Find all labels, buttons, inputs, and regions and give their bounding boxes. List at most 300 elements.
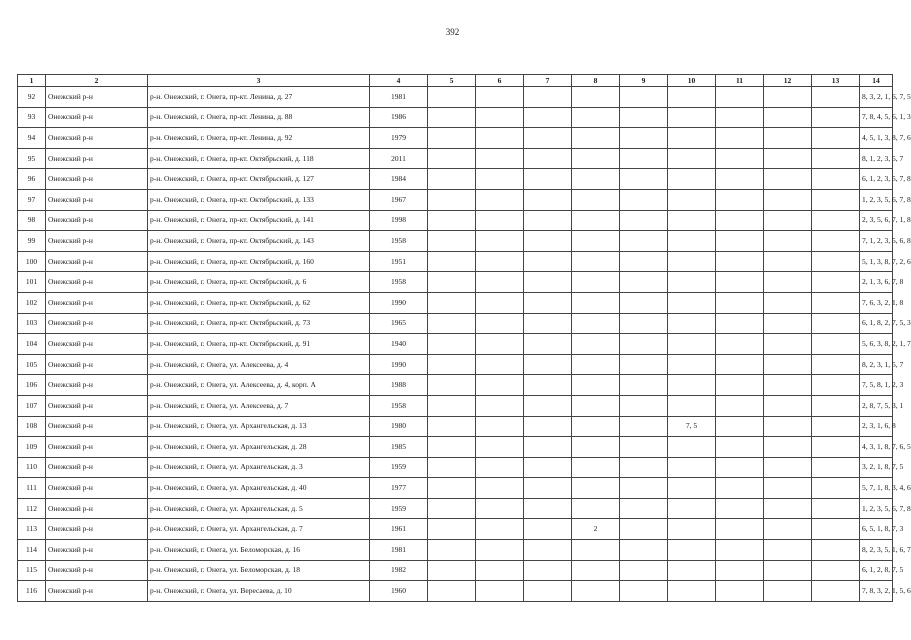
col-13-cell	[812, 128, 860, 149]
col-11-cell	[716, 231, 764, 252]
col-13-cell	[812, 581, 860, 602]
address-cell: р-н. Онежский, г. Онега, пр-кт. Октябрьский, д. 143	[148, 231, 370, 252]
district-cell: Онежский р-н	[46, 231, 148, 252]
col-14-list-cell: 8, 2, 3, 5, 1, 6, 7	[860, 540, 893, 561]
col-7-cell	[524, 457, 572, 478]
col-7-cell	[524, 395, 572, 416]
col-8-cell: 2	[572, 519, 620, 540]
column-header-8: 8	[572, 75, 620, 87]
col-7-cell	[524, 560, 572, 581]
build-year-cell: 1977	[370, 478, 428, 499]
col-7-cell	[524, 210, 572, 231]
col-10-cell	[668, 189, 716, 210]
col-5-cell	[428, 87, 476, 108]
col-11-cell	[716, 169, 764, 190]
col-11-cell	[716, 128, 764, 149]
row-number-cell: 113	[18, 519, 46, 540]
col-14-list-cell: 4, 3, 1, 8, 7, 6, 5	[860, 437, 893, 458]
col-13-cell	[812, 354, 860, 375]
col-11-cell	[716, 437, 764, 458]
address-cell: р-н. Онежский, г. Онега, ул. Вересаева, д. 10	[148, 581, 370, 602]
col-9-cell	[620, 148, 668, 169]
col-11-cell	[716, 272, 764, 293]
table-row	[18, 334, 893, 355]
col-9-cell	[620, 354, 668, 375]
col-8-cell	[572, 107, 620, 128]
address-cell: р-н. Онежский, г. Онега, пр-кт. Ленина, д. 27	[148, 87, 370, 108]
row-number-cell: 109	[18, 437, 46, 458]
col-10-cell	[668, 540, 716, 561]
address-cell: р-н. Онежский, г. Онега, пр-кт. Ленина, д. 92	[148, 128, 370, 149]
build-year-cell: 1985	[370, 437, 428, 458]
table-row	[18, 354, 893, 375]
col-9-cell	[620, 375, 668, 396]
row-number-cell: 110	[18, 457, 46, 478]
col-13-cell	[812, 498, 860, 519]
district-cell: Онежский р-н	[46, 581, 148, 602]
col-14-list-cell: 6, 1, 2, 8, 7, 5	[860, 560, 893, 581]
col-8-cell	[572, 128, 620, 149]
build-year-cell: 1961	[370, 519, 428, 540]
col-6-cell	[476, 107, 524, 128]
district-cell: Онежский р-н	[46, 437, 148, 458]
col-7-cell	[524, 251, 572, 272]
row-number-cell: 116	[18, 581, 46, 602]
district-cell: Онежский р-н	[46, 498, 148, 519]
col-13-cell	[812, 210, 860, 231]
col-14-list-cell: 3, 2, 1, 8, 7, 5	[860, 457, 893, 478]
build-year-cell: 1965	[370, 313, 428, 334]
col-11-cell	[716, 560, 764, 581]
col-14-list-cell: 5, 1, 3, 8, 7, 2, 6	[860, 251, 893, 272]
col-7-cell	[524, 313, 572, 334]
col-10-cell	[668, 210, 716, 231]
col-8-cell	[572, 313, 620, 334]
col-7-cell	[524, 375, 572, 396]
district-cell: Онежский р-н	[46, 128, 148, 149]
col-11-cell	[716, 581, 764, 602]
col-10-cell	[668, 128, 716, 149]
table-row	[18, 272, 893, 293]
col-8-cell	[572, 251, 620, 272]
col-8-cell	[572, 560, 620, 581]
row-number-cell: 105	[18, 354, 46, 375]
col-5-cell	[428, 416, 476, 437]
col-11-cell	[716, 334, 764, 355]
col-7-cell	[524, 292, 572, 313]
row-number-cell: 106	[18, 375, 46, 396]
build-year-cell: 2011	[370, 148, 428, 169]
col-7-cell	[524, 478, 572, 499]
page-number: 392	[445, 27, 460, 37]
column-header-4: 4	[370, 75, 428, 87]
table-row	[18, 416, 893, 437]
build-year-cell: 1986	[370, 107, 428, 128]
district-cell: Онежский р-н	[46, 519, 148, 540]
col-6-cell	[476, 498, 524, 519]
table-row	[18, 128, 893, 149]
col-11-cell	[716, 148, 764, 169]
table-row	[18, 560, 893, 581]
table-row	[18, 231, 893, 252]
header-row	[18, 75, 893, 87]
col-9-cell	[620, 437, 668, 458]
col-5-cell	[428, 498, 476, 519]
col-11-cell	[716, 540, 764, 561]
col-11-cell	[716, 498, 764, 519]
address-cell: р-н. Онежский, г. Онега, пр-кт. Октябрьский, д. 127	[148, 169, 370, 190]
col-7-cell	[524, 189, 572, 210]
col-7-cell	[524, 498, 572, 519]
district-cell: Онежский р-н	[46, 416, 148, 437]
col-7-cell	[524, 148, 572, 169]
col-8-cell	[572, 148, 620, 169]
col-12-cell	[764, 519, 812, 540]
col-13-cell	[812, 107, 860, 128]
col-10-cell	[668, 395, 716, 416]
address-cell: р-н. Онежский, г. Онега, пр-кт. Октябрьский, д. 118	[148, 148, 370, 169]
col-6-cell	[476, 375, 524, 396]
row-number-cell: 112	[18, 498, 46, 519]
col-10-cell	[668, 519, 716, 540]
address-cell: р-н. Онежский, г. Онега, пр-кт. Октябрьский, д. 141	[148, 210, 370, 231]
col-12-cell	[764, 498, 812, 519]
table-row	[18, 498, 893, 519]
build-year-cell: 1988	[370, 375, 428, 396]
column-header-13: 13	[812, 75, 860, 87]
address-cell: р-н. Онежский, г. Онега, пр-кт. Октябрьский, д. 160	[148, 251, 370, 272]
build-year-cell: 1990	[370, 292, 428, 313]
col-8-cell	[572, 272, 620, 293]
address-cell: р-н. Онежский, г. Онега, ул. Беломорская, д. 18	[148, 560, 370, 581]
col-8-cell	[572, 169, 620, 190]
col-6-cell	[476, 169, 524, 190]
col-6-cell	[476, 478, 524, 499]
build-year-cell: 1981	[370, 540, 428, 561]
col-13-cell	[812, 416, 860, 437]
table-body	[18, 87, 911, 602]
col-5-cell	[428, 210, 476, 231]
col-5-cell	[428, 540, 476, 561]
table-row	[18, 395, 893, 416]
col-11-cell	[716, 457, 764, 478]
col-11-cell	[716, 292, 764, 313]
table-row	[18, 478, 893, 499]
col-6-cell	[476, 395, 524, 416]
col-14-list-cell: 7, 1, 2, 3, 5, 6, 8	[860, 231, 893, 252]
col-7-cell	[524, 128, 572, 149]
col-12-cell	[764, 292, 812, 313]
build-year-cell: 1958	[370, 272, 428, 293]
col-6-cell	[476, 292, 524, 313]
col-10-cell	[668, 375, 716, 396]
col-10-cell	[668, 498, 716, 519]
col-5-cell	[428, 560, 476, 581]
row-number-cell: 94	[18, 128, 46, 149]
col-5-cell	[428, 395, 476, 416]
col-8-cell	[572, 498, 620, 519]
col-14-list-cell: 8, 2, 3, 1, 5, 7	[860, 354, 893, 375]
row-number-cell: 99	[18, 231, 46, 252]
district-cell: Онежский р-н	[46, 354, 148, 375]
col-11-cell	[716, 189, 764, 210]
row-number-cell: 111	[18, 478, 46, 499]
col-9-cell	[620, 334, 668, 355]
address-cell: р-н. Онежский, г. Онега, пр-кт. Октябрьский, д. 62	[148, 292, 370, 313]
district-cell: Онежский р-н	[46, 189, 148, 210]
col-12-cell	[764, 313, 812, 334]
column-header-5: 5	[428, 75, 476, 87]
col-10-cell	[668, 87, 716, 108]
col-7-cell	[524, 519, 572, 540]
address-cell: р-н. Онежский, г. Онега, пр-кт. Октябрьский, д. 6	[148, 272, 370, 293]
col-13-cell	[812, 313, 860, 334]
col-12-cell	[764, 478, 812, 499]
col-14-list-cell: 8, 1, 2, 3, 5, 7	[860, 148, 893, 169]
col-14-list-cell: 4, 5, 1, 3, 8, 7, 6	[860, 128, 893, 149]
col-9-cell	[620, 292, 668, 313]
table-row	[18, 169, 893, 190]
row-number-cell: 115	[18, 560, 46, 581]
build-year-cell: 1960	[370, 581, 428, 602]
address-cell: р-н. Онежский, г. Онега, ул. Архангельская, д. 7	[148, 519, 370, 540]
build-year-cell: 1984	[370, 169, 428, 190]
col-12-cell	[764, 189, 812, 210]
col-12-cell	[764, 87, 812, 108]
district-cell: Онежский р-н	[46, 107, 148, 128]
build-year-cell: 1980	[370, 416, 428, 437]
col-6-cell	[476, 334, 524, 355]
column-header-14: 14	[860, 75, 893, 87]
row-number-cell: 102	[18, 292, 46, 313]
col-10-cell	[668, 457, 716, 478]
table-row	[18, 292, 893, 313]
col-7-cell	[524, 354, 572, 375]
col-8-cell	[572, 437, 620, 458]
col-11-cell	[716, 519, 764, 540]
col-5-cell	[428, 148, 476, 169]
col-11-cell	[716, 478, 764, 499]
table-row	[18, 210, 893, 231]
row-number-cell: 98	[18, 210, 46, 231]
col-6-cell	[476, 457, 524, 478]
col-6-cell	[476, 313, 524, 334]
col-14-list-cell: 8, 3, 2, 1, 6, 7, 5	[860, 87, 893, 108]
build-year-cell: 1940	[370, 334, 428, 355]
col-14-list-cell: 2, 8, 7, 5, 3, 1	[860, 395, 893, 416]
address-cell: р-н. Онежский, г. Онега, ул. Архангельская, д. 13	[148, 416, 370, 437]
build-year-cell: 1951	[370, 251, 428, 272]
col-6-cell	[476, 437, 524, 458]
address-cell: р-н. Онежский, г. Онега, пр-кт. Октябрьский, д. 73	[148, 313, 370, 334]
col-14-list-cell: 2, 3, 5, 6, 7, 1, 8	[860, 210, 893, 231]
district-cell: Онежский р-н	[46, 560, 148, 581]
col-8-cell	[572, 375, 620, 396]
build-year-cell: 1959	[370, 457, 428, 478]
col-12-cell	[764, 334, 812, 355]
col-10-cell: 7, 5	[668, 416, 716, 437]
col-9-cell	[620, 498, 668, 519]
col-8-cell	[572, 416, 620, 437]
col-5-cell	[428, 478, 476, 499]
table-row	[18, 87, 893, 108]
col-9-cell	[620, 416, 668, 437]
col-9-cell	[620, 581, 668, 602]
col-13-cell	[812, 189, 860, 210]
table-row	[18, 189, 893, 210]
col-10-cell	[668, 107, 716, 128]
column-header-3: 3	[148, 75, 370, 87]
col-14-list-cell: 7, 8, 3, 2, 1, 5, 6	[860, 581, 893, 602]
col-9-cell	[620, 87, 668, 108]
col-13-cell	[812, 478, 860, 499]
col-13-cell	[812, 272, 860, 293]
row-number-cell: 95	[18, 148, 46, 169]
table-row	[18, 540, 893, 561]
address-cell: р-н. Онежский, г. Онега, ул. Архангельская, д. 28	[148, 437, 370, 458]
table-row	[18, 519, 893, 540]
col-5-cell	[428, 437, 476, 458]
col-11-cell	[716, 87, 764, 108]
col-7-cell	[524, 231, 572, 252]
col-8-cell	[572, 292, 620, 313]
col-9-cell	[620, 395, 668, 416]
row-number-cell: 96	[18, 169, 46, 190]
register-table	[17, 74, 911, 602]
col-6-cell	[476, 210, 524, 231]
col-13-cell	[812, 375, 860, 396]
table-row	[18, 148, 893, 169]
col-12-cell	[764, 560, 812, 581]
col-11-cell	[716, 210, 764, 231]
col-12-cell	[764, 395, 812, 416]
col-10-cell	[668, 251, 716, 272]
col-8-cell	[572, 478, 620, 499]
col-6-cell	[476, 272, 524, 293]
col-5-cell	[428, 107, 476, 128]
address-cell: р-н. Онежский, г. Онега, пр-кт. Октябрьский, д. 91	[148, 334, 370, 355]
col-13-cell	[812, 334, 860, 355]
table-row	[18, 375, 893, 396]
col-7-cell	[524, 437, 572, 458]
col-9-cell	[620, 272, 668, 293]
col-12-cell	[764, 231, 812, 252]
col-12-cell	[764, 581, 812, 602]
col-6-cell	[476, 519, 524, 540]
col-14-list-cell: 7, 6, 3, 2, 1, 8	[860, 292, 893, 313]
col-10-cell	[668, 292, 716, 313]
col-8-cell	[572, 210, 620, 231]
col-10-cell	[668, 478, 716, 499]
col-8-cell	[572, 395, 620, 416]
row-number-cell: 103	[18, 313, 46, 334]
col-12-cell	[764, 251, 812, 272]
col-5-cell	[428, 169, 476, 190]
column-header-11: 11	[716, 75, 764, 87]
col-5-cell	[428, 231, 476, 252]
col-8-cell	[572, 457, 620, 478]
table-row	[18, 251, 893, 272]
address-cell: р-н. Онежский, г. Онега, пр-кт. Ленина, д. 88	[148, 107, 370, 128]
col-10-cell	[668, 231, 716, 252]
col-14-list-cell: 1, 2, 3, 5, 6, 7, 8	[860, 498, 893, 519]
table-row	[18, 581, 893, 602]
col-13-cell	[812, 169, 860, 190]
address-cell: р-н. Онежский, г. Онега, ул. Беломорская, д. 16	[148, 540, 370, 561]
col-10-cell	[668, 334, 716, 355]
col-12-cell	[764, 375, 812, 396]
col-12-cell	[764, 457, 812, 478]
col-7-cell	[524, 416, 572, 437]
col-12-cell	[764, 128, 812, 149]
column-header-10: 10	[668, 75, 716, 87]
col-6-cell	[476, 87, 524, 108]
col-6-cell	[476, 354, 524, 375]
col-13-cell	[812, 560, 860, 581]
build-year-cell: 1982	[370, 560, 428, 581]
col-9-cell	[620, 251, 668, 272]
build-year-cell: 1958	[370, 395, 428, 416]
address-cell: р-н. Онежский, г. Онега, ул. Архангельская, д. 40	[148, 478, 370, 499]
col-7-cell	[524, 107, 572, 128]
table-row	[18, 107, 893, 128]
build-year-cell: 1990	[370, 354, 428, 375]
col-14-list-cell: 2, 1, 3, 6, 7, 8	[860, 272, 893, 293]
col-14-list-cell: 7, 5, 8, 1, 2, 3	[860, 375, 893, 396]
col-6-cell	[476, 560, 524, 581]
build-year-cell: 1979	[370, 128, 428, 149]
col-6-cell	[476, 231, 524, 252]
col-14-list-cell: 6, 1, 2, 3, 5, 7, 8	[860, 169, 893, 190]
col-9-cell	[620, 313, 668, 334]
address-cell: р-н. Онежский, г. Онега, ул. Архангельская, д. 3	[148, 457, 370, 478]
col-14-list-cell: 2, 3, 1, 6, 8	[860, 416, 893, 437]
address-cell: р-н. Онежский, г. Онега, ул. Алексеева, д. 7	[148, 395, 370, 416]
district-cell: Онежский р-н	[46, 540, 148, 561]
col-13-cell	[812, 87, 860, 108]
col-13-cell	[812, 457, 860, 478]
col-11-cell	[716, 107, 764, 128]
col-9-cell	[620, 478, 668, 499]
col-9-cell	[620, 107, 668, 128]
col-8-cell	[572, 334, 620, 355]
district-cell: Онежский р-н	[46, 272, 148, 293]
district-cell: Онежский р-н	[46, 169, 148, 190]
row-number-cell: 107	[18, 395, 46, 416]
col-5-cell	[428, 354, 476, 375]
col-10-cell	[668, 354, 716, 375]
col-5-cell	[428, 519, 476, 540]
address-cell: р-н. Онежский, г. Онега, пр-кт. Октябрьский, д. 133	[148, 189, 370, 210]
district-cell: Онежский р-н	[46, 313, 148, 334]
col-11-cell	[716, 395, 764, 416]
table-row	[18, 437, 893, 458]
col-11-cell	[716, 251, 764, 272]
col-11-cell	[716, 416, 764, 437]
col-12-cell	[764, 416, 812, 437]
address-cell: р-н. Онежский, г. Онега, ул. Алексеева, д. 4	[148, 354, 370, 375]
address-cell: р-н. Онежский, г. Онега, ул. Архангельская, д. 5	[148, 498, 370, 519]
col-5-cell	[428, 581, 476, 602]
column-header-6: 6	[476, 75, 524, 87]
col-10-cell	[668, 313, 716, 334]
col-10-cell	[668, 581, 716, 602]
col-5-cell	[428, 375, 476, 396]
col-13-cell	[812, 251, 860, 272]
district-cell: Онежский р-н	[46, 148, 148, 169]
col-5-cell	[428, 272, 476, 293]
col-11-cell	[716, 375, 764, 396]
